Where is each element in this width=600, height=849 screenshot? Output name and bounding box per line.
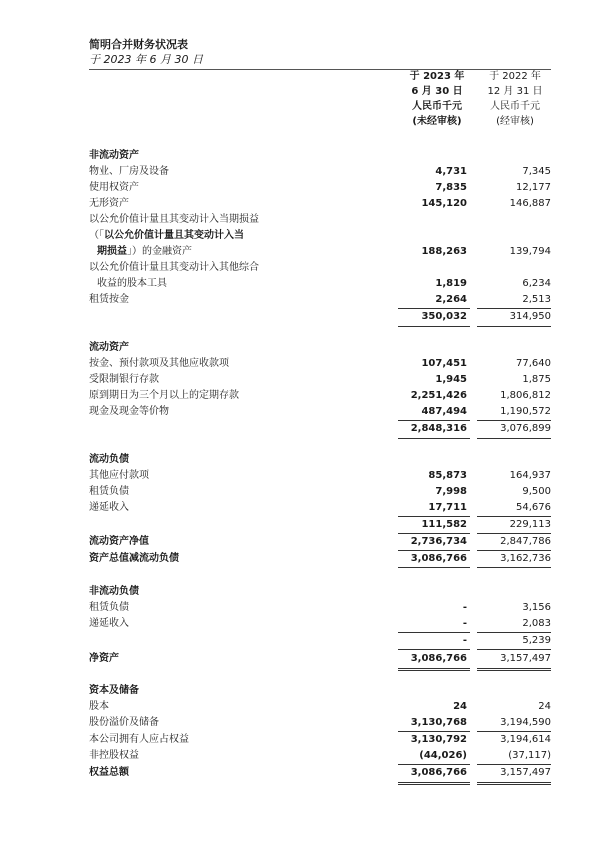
value-current: - (462, 618, 467, 629)
value-prior: 3,156 (522, 602, 551, 613)
subtotal-rule (477, 326, 551, 327)
double-rule (477, 784, 551, 785)
value-current: 85,873 (428, 470, 467, 481)
value-current: 3,086,766 (410, 553, 467, 564)
total-assets-less-cl-row (89, 551, 551, 567)
value-prior: 12,177 (516, 182, 551, 193)
double-rule (398, 782, 470, 783)
section-heading-label: 流动负债 (89, 454, 129, 465)
value-prior: 314,950 (509, 311, 551, 322)
col-prior-line: (经审核) (496, 116, 534, 127)
table-row (89, 715, 551, 731)
value-prior: 146,887 (509, 198, 551, 209)
value-current: 7,835 (435, 182, 467, 193)
row-label: 原到期日为三个月以上的定期存款 (89, 390, 239, 401)
col-prior-line: 人民币千元 (490, 101, 540, 112)
total-equity-row (89, 765, 551, 781)
table-row (89, 484, 551, 500)
row-label (97, 244, 192, 260)
value-current: 3,130,768 (410, 717, 467, 728)
net-assets-row (89, 651, 551, 667)
section-heading (89, 340, 551, 356)
value-prior: 139,794 (509, 246, 551, 257)
table-row (89, 180, 551, 196)
row-label-bold: 期损益 (97, 246, 127, 257)
value-current: 111,582 (421, 519, 467, 530)
value-current: 188,263 (421, 246, 467, 257)
table-row (89, 732, 551, 748)
row-label: 租赁负债 (89, 486, 129, 497)
value-prior: 9,500 (522, 486, 551, 497)
value-prior: 3,076,899 (500, 423, 551, 434)
row-label: 以公允价值计量且其变动计入其他综合 (89, 262, 259, 273)
section-heading-label: 非流动资产 (89, 150, 139, 161)
section-heading-label: 非流动负债 (89, 586, 139, 597)
value-prior: 5,239 (522, 635, 551, 646)
value-current: 3,086,766 (410, 653, 467, 664)
table-row (89, 468, 551, 484)
row-label: 非控股权益 (89, 750, 139, 761)
table-row (89, 196, 551, 212)
row-label: 资产总值减流动负债 (89, 553, 179, 564)
section-heading (89, 148, 551, 164)
value-prior: 3,194,590 (500, 717, 551, 728)
col-current-line: 6 月 30 日 (411, 86, 463, 97)
row-label: 流动资产净值 (89, 536, 149, 547)
column-header-current (387, 69, 487, 129)
double-rule (398, 668, 470, 669)
row-label: 递延收入 (89, 618, 129, 629)
col-prior-line: 于 2022 年 (489, 71, 541, 82)
value-prior: 7,345 (522, 166, 551, 177)
table-row (89, 372, 551, 388)
value-current: 4,731 (435, 166, 467, 177)
section-heading (89, 452, 551, 468)
double-rule (477, 668, 551, 669)
table-row (89, 164, 551, 180)
row-label: 权益总额 (89, 767, 129, 778)
table-row (89, 212, 551, 228)
row-label (89, 228, 244, 244)
row-label: 以公允价值计量且其变动计入当期损益 (89, 214, 259, 225)
value-prior: 6,234 (522, 278, 551, 289)
row-label: 使用权资产 (89, 182, 139, 193)
value-current: 24 (453, 701, 467, 712)
row-label: 租赁负债 (89, 602, 129, 613)
table-row (89, 748, 551, 764)
col-current-line: 人民币千元 (412, 101, 462, 112)
row-label: 现金及现金等价物 (89, 406, 169, 417)
row-label-bold: 以公允价值计量且其变动计入当 (104, 230, 244, 241)
double-rule (398, 670, 470, 671)
value-prior: 24 (538, 701, 551, 712)
row-label: 净资产 (89, 653, 119, 664)
row-label: 无形资产 (89, 198, 129, 209)
value-current: 7,998 (435, 486, 467, 497)
value-current: 17,711 (428, 502, 467, 513)
col-prior-line: 12 月 31 日 (487, 86, 543, 97)
value-prior: 229,113 (509, 519, 551, 530)
table-row (89, 260, 551, 276)
row-label: 其他应付款项 (89, 470, 149, 481)
row-label: 物业、厂房及设备 (89, 166, 169, 177)
subtotal-row (89, 633, 551, 649)
statement-date: 于 2023 年 6 月 30 日 (89, 53, 203, 66)
col-current-line: 于 2023 年 (409, 71, 465, 82)
double-rule (398, 784, 470, 785)
subtotal-rule (477, 438, 551, 439)
row-label: 收益的股本工具 (97, 278, 167, 289)
value-prior: 2,847,786 (500, 536, 551, 547)
value-prior: 1,806,812 (500, 390, 551, 401)
value-current: 145,120 (421, 198, 467, 209)
value-current: 350,032 (421, 311, 467, 322)
table-row-continuation (89, 244, 551, 260)
value-current: 1,945 (435, 374, 467, 385)
row-label: 股份溢价及储备 (89, 717, 159, 728)
value-prior: 3,157,497 (500, 653, 551, 664)
row-label: 受限制银行存款 (89, 374, 159, 385)
subtotal-row (89, 421, 551, 437)
double-rule (477, 670, 551, 671)
value-prior: 3,157,497 (500, 767, 551, 778)
table-row (89, 292, 551, 308)
table-row (89, 600, 551, 616)
table-row (89, 356, 551, 372)
section-heading-label: 资本及储备 (89, 685, 139, 696)
value-prior: 1,190,572 (500, 406, 551, 417)
value-current: 2,848,316 (410, 423, 467, 434)
value-current: 487,494 (421, 406, 467, 417)
value-current: 1,819 (435, 278, 467, 289)
row-label-open: （「 (89, 230, 104, 241)
column-header-prior (473, 69, 557, 129)
subtotal-rule (477, 649, 551, 650)
table-row (89, 616, 551, 632)
value-prior: 3,194,614 (500, 734, 551, 745)
subtotal-rule (398, 438, 470, 439)
col-current-line: (未经审核) (412, 116, 462, 127)
net-current-assets-row (89, 534, 551, 550)
subtotal-rule (398, 649, 470, 650)
statement-title: 简明合并财务状况表 (89, 38, 188, 51)
value-current: 3,130,792 (410, 734, 467, 745)
value-prior: 164,937 (509, 470, 551, 481)
subtotal-rule (398, 567, 470, 568)
subtotal-row (89, 309, 551, 325)
subtotal-rule (477, 567, 551, 568)
value-current: 2,736,734 (410, 536, 467, 547)
value-current: - (462, 602, 467, 613)
value-prior: (37,117) (508, 750, 551, 761)
value-current: 3,086,766 (410, 767, 467, 778)
section-heading-label: 流动资产 (89, 342, 129, 353)
table-row (89, 500, 551, 516)
row-label-rest: 」）的金融资产 (127, 246, 192, 257)
row-label: 股本 (89, 701, 109, 712)
row-label: 本公司拥有人应占权益 (89, 734, 189, 745)
value-prior: 2,083 (522, 618, 551, 629)
value-prior: 77,640 (516, 358, 551, 369)
value-current: 107,451 (421, 358, 467, 369)
value-current: (44,026) (419, 750, 467, 761)
value-prior: 2,513 (522, 294, 551, 305)
table-row-continuation (89, 276, 551, 292)
value-prior: 3,162,736 (500, 553, 551, 564)
row-label: 按金、预付款项及其他应收款项 (89, 358, 229, 369)
value-current: 2,264 (435, 294, 467, 305)
table-row (89, 404, 551, 420)
value-prior: 1,875 (522, 374, 551, 385)
table-row-continuation (89, 228, 551, 244)
value-current: 2,251,426 (410, 390, 467, 401)
subtotal-row (89, 517, 551, 533)
table-row (89, 388, 551, 404)
table-row (89, 699, 551, 715)
value-prior: 54,676 (516, 502, 551, 513)
section-heading (89, 683, 551, 699)
row-label: 租赁按金 (89, 294, 129, 305)
row-label: 递延收入 (89, 502, 129, 513)
value-current: - (462, 635, 467, 646)
double-rule (477, 782, 551, 783)
section-heading (89, 584, 551, 600)
subtotal-rule (398, 326, 470, 327)
